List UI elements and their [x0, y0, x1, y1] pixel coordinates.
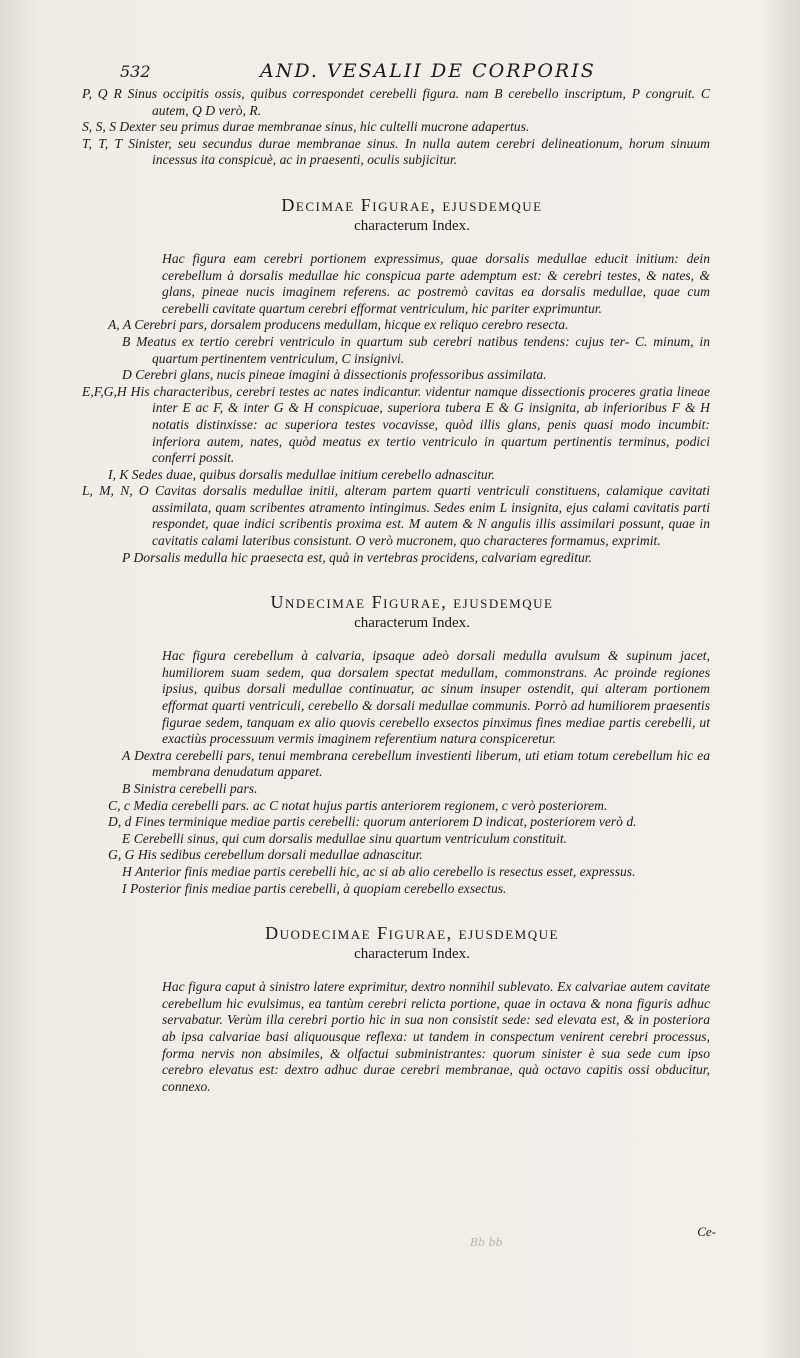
entry — [74, 119, 710, 136]
entry-label: B — [122, 781, 131, 796]
entry — [74, 864, 710, 881]
entry-label: P, Q R — [82, 86, 122, 101]
entry-label: A — [122, 747, 131, 763]
entry-label: A, A — [108, 317, 131, 333]
entry — [74, 367, 710, 384]
entry-label: L, M, N, O — [82, 483, 149, 499]
entry-text: Sinus occipitis ossis, quibus correspondet cerebelli figura. nam B cerebello inscriptum, P congruit. C autem, Q D verò, R. — [127, 86, 710, 118]
section-duodecimae — [74, 923, 710, 1095]
entry-label: P — [122, 549, 131, 565]
entry-text: Sedes duae, quibus dorsalis medullae initium cerebello adnascitur. — [131, 466, 495, 482]
entry-text: Cerebri pars, dorsalem producens medullam, hicque ex reliquo cerebro resecta. — [134, 317, 569, 333]
section-undecimae — [74, 592, 710, 897]
entry-text: Dorsalis medulla hic praesecta est, quà in vertebras procidens, calvariam egreditur. — [133, 549, 592, 565]
entry-text: His sedibus cerebellum dorsali medullae adnascitur. — [137, 847, 423, 863]
section-subheading: characterum Index. — [354, 615, 470, 632]
entry — [74, 781, 710, 798]
entry — [74, 814, 710, 831]
entry — [74, 384, 710, 467]
signature-mark: Bb bb — [470, 1236, 503, 1249]
entry-text: Cerebri glans, nucis pineae imagini à dissectionis professoribus assimilata. — [135, 367, 547, 383]
section-heading: Undecimae Figurae, ejusdemque — [270, 592, 554, 613]
entry-text: Dextra cerebelli pars, tenui membrana cerebellum investienti liberum, uti etiam totum cerebellum hic ea membrana denudatum apparet. — [134, 747, 710, 780]
section-intro: Hac figura caput à sinistro latere exprimitur, dextro nonnihil sublevato. Ex calvariae autem cavitate cerebellum hic evulsimus, ea tantùm cerebri relicta portione, quae in octava & nona figuris adhuc servabatur. Verùm illa cerebri portio hic in sua non consistit sede: sed elevata est, & in posteriora ab ipsa calvariae basi aliquousque reflexa: ut tandem in conspectum venirent cerebri processus, forma nervis non absimiles, & olfactui subministrantes: quorum sinister è sua sede cum ipso cerebro elevatus est: dextro adhuc durae cerebri membranae, quà octavo capitis ossi obducitur, connexo. — [162, 979, 710, 1094]
entry — [74, 847, 710, 864]
page-content — [74, 86, 710, 1095]
page-edge-shadow — [764, 0, 800, 1358]
entry — [74, 748, 710, 781]
entry-label: C, c — [108, 797, 130, 813]
entry-text: Fines terminique mediae partis cerebelli: quorum anteriorem D indicat, posteriorem verò d. — [134, 814, 637, 830]
section-subheading: characterum Index. — [354, 946, 470, 963]
entry — [74, 483, 710, 549]
entry-label: D — [122, 367, 132, 383]
entry-label: T, T, T — [82, 135, 122, 151]
entry-text: Dexter seu primus durae membranae sinus, hic cultelli mucrone adapertus. — [119, 119, 530, 135]
entry-text: Anterior finis mediae partis cerebelli hic, ac si ab alio cerebello is resectus esset, expressus. — [134, 863, 636, 879]
entry — [74, 334, 710, 367]
entry-text: Media cerebelli pars. ac C notat hujus partis anteriorem regionem, c verò posteriorem. — [133, 797, 608, 813]
entry — [74, 831, 710, 848]
section-intro: Hac figura cerebellum à calvaria, ipsaque adeò dorsali medulla avulsum & supinum jacet, humiliorem suam sedem, qua dorsalem spectat medullam, commonstrans. Ac proinde regiones ipsius, quibus dorsali medullae continuatur, ac sinum insuper ostendit, qui alteram portionem efformat quarti ventriculi, cerebello & dorsali medullae communis. Porrò ad humiliorem praesentis figurae sedem, tanquam ex alio quovis cerebello exsectos pinximus fines mediae partis cerebelli, ut exactiùs processuum vermis imaginem referentium natura conspiceretur. — [162, 648, 710, 747]
entry — [74, 467, 710, 484]
section-intro: Hac figura eam cerebri portionem expressimus, quae dorsalis medullae educit initium: dein cerebellum à dorsalis medullae hic conspicua parte ademptum est: & cerebri testes, & nates, & glans, pineae nucis imaginem referens. ac postremò cavitas ea dorsalis medullae, quae cum cerebelli cavitate quartum cerebri efformat ventriculum, hic pariter exprimuntur. — [162, 250, 710, 316]
entry — [74, 86, 710, 119]
entry-text: Sinistra cerebelli pars. — [133, 781, 258, 796]
entry-text: Cerebelli sinus, qui cum dorsalis medullae sinu quartum ventriculum constituit. — [133, 830, 568, 846]
entry-label: I — [122, 880, 127, 896]
entry-label: B — [122, 333, 131, 349]
entry-label: E — [122, 830, 131, 846]
entry-label: G, G — [108, 847, 135, 863]
entry-label: I, K — [108, 466, 129, 482]
entry-text: Sinister, seu secundus durae membranae sinus. In nulla autem cerebri delineationum, horum sinuum incessus ita conspicuè, ac in praesenti, oculis subjicitur. — [128, 135, 710, 168]
page-number: 532 — [120, 62, 151, 81]
section-heading: Duodecimae Figurae, ejusdemque — [265, 923, 559, 944]
entry-label: H — [122, 863, 132, 879]
entry — [74, 881, 710, 898]
entry-text: Posterior finis mediae partis cerebelli, à quopiam cerebello exsectus. — [129, 880, 507, 896]
entry-text: His characteribus, cerebri testes ac nates indicantur. videntur namque dissectionis proceres gratia lineae inter E ac F, & inter G & H conspicuae, superiora tubera E & G insignita, ab inferioribus F & H notatis distinxisse: ac superiora testes vocavisse, quòd illis glans, penis quasi modo incumbit: inferiora autem, nates, quòd meatus ex tertio ventriculo in quartum pertinentis terminus, podici conferri possit. — [130, 383, 710, 466]
top-entries — [74, 86, 710, 169]
entry — [74, 550, 710, 567]
entry-label: S, S, S — [82, 119, 116, 135]
entry — [74, 798, 710, 815]
entry — [74, 136, 710, 169]
entry-label: E,F,G,H — [82, 383, 127, 399]
entry-text: Meatus ex tertio cerebri ventriculo in quartum sub cerebri natibus tendens: cujus ter- C. minum, in quartum pertinentem ventriculum, C insignivi. — [136, 333, 710, 366]
section-heading: Decimae Figurae, ejusdemque — [281, 194, 543, 215]
catchword: Ce- — [697, 1224, 716, 1239]
running-head: AND. VESALII DE CORPORIS — [260, 60, 596, 82]
entry-text: Cavitas dorsalis medullae initii, alteram partem quarti ventriculi constituens, calamique cavitati assimilata, quam scribentes atramento intingimus. Sedes enim L insignita, ejus calami cavitatis parti respondet, quae indici scribentis proxima est. M autem & N angulis illis assimilari possunt, quae in cavitatis calami lateribus consistunt. O verò mucronem, quo characteres formamus, exprimit. — [152, 483, 710, 549]
section-decimae — [74, 195, 710, 566]
entry-label: D, d — [108, 814, 132, 830]
entry — [74, 317, 710, 334]
section-subheading: characterum Index. — [354, 217, 470, 234]
